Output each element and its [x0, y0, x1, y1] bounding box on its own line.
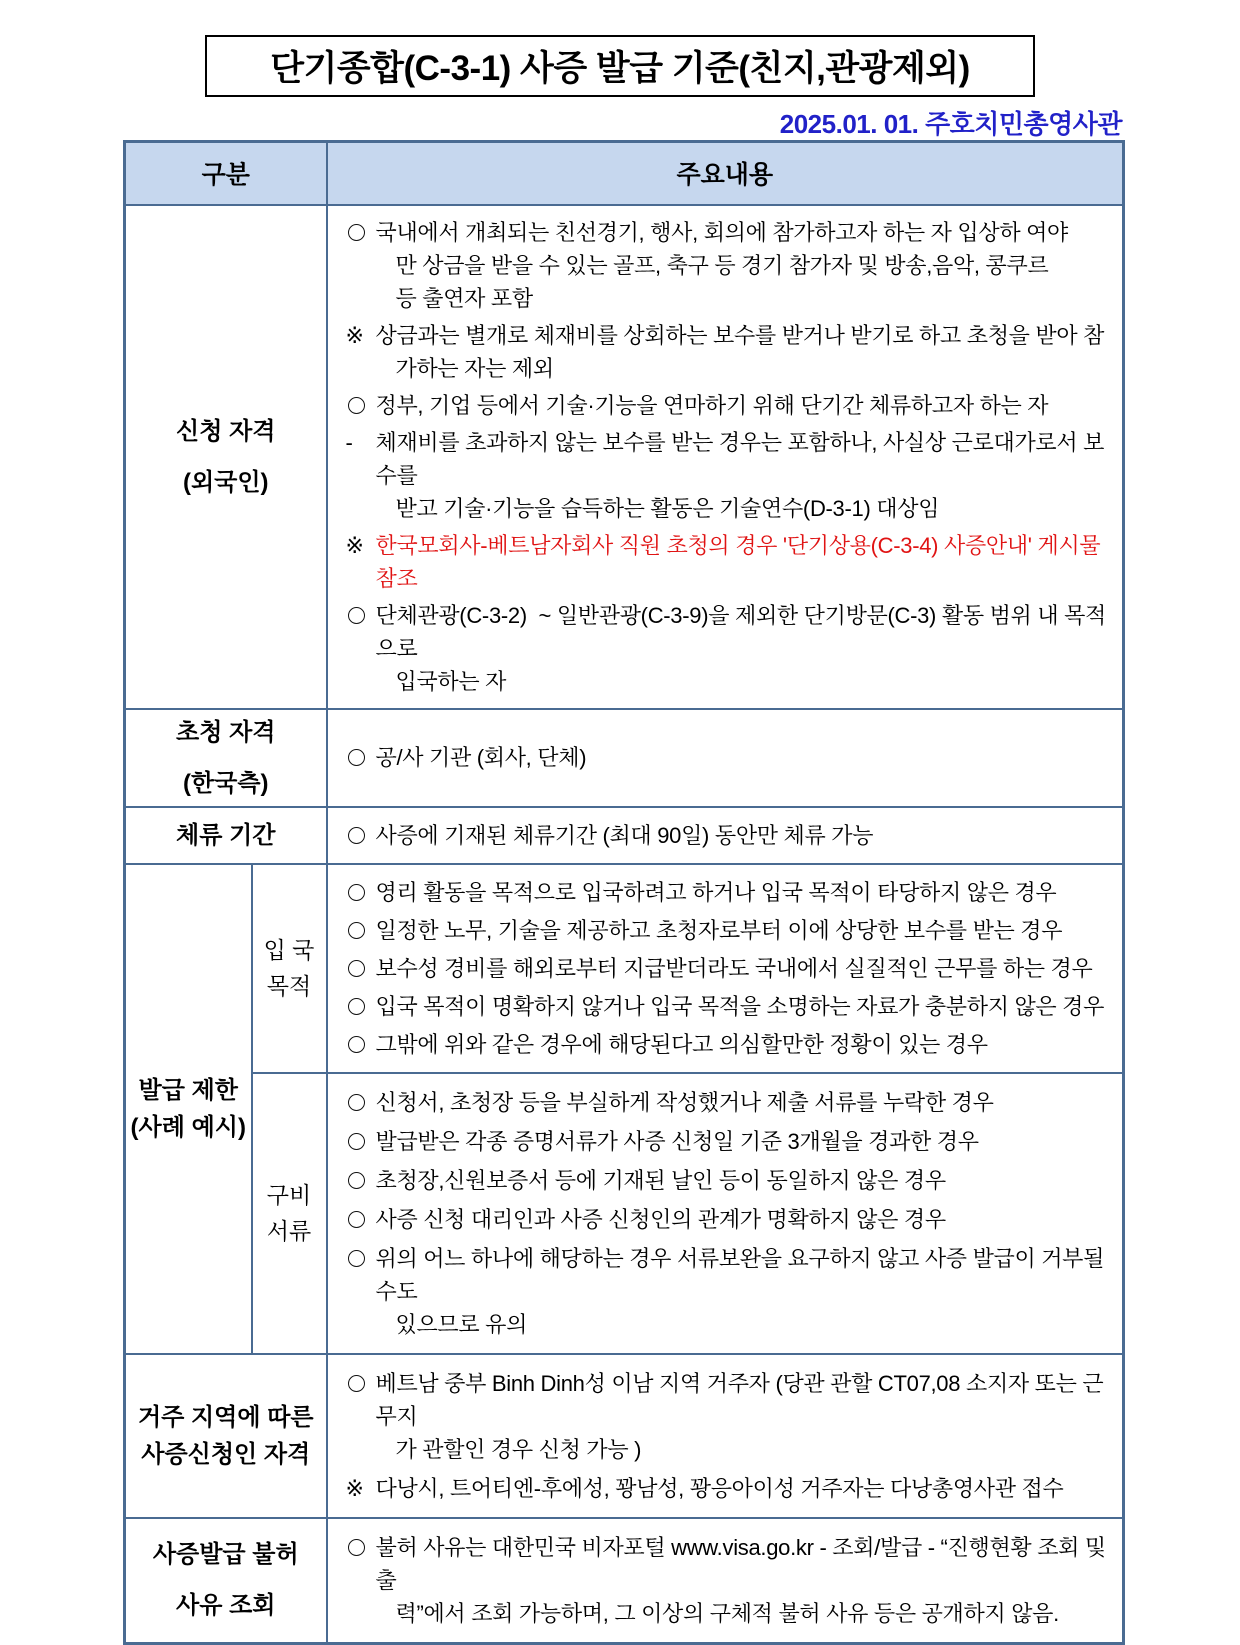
row-content: [327, 709, 1124, 807]
content-line: 있으므로 유의: [395, 1311, 528, 1337]
document-title: 단기종합(C-3-1) 사증 발급 기준(친지,관광제외): [270, 49, 970, 88]
reference-mark-icon: ※: [345, 322, 364, 348]
label-line: 구비: [266, 1182, 312, 1208]
content-line: 사증 신청 대리인과 사증 신청인의 관계가 명확하지 않은 경우: [375, 1206, 946, 1232]
table-row: [125, 205, 1124, 709]
content-item: [346, 599, 1111, 698]
content-items: [346, 819, 1111, 852]
content-item: [346, 952, 1111, 985]
label-line: (사례 예시): [130, 1113, 246, 1141]
content-items: [346, 1086, 1111, 1341]
circle-bullet-icon: [348, 998, 365, 1015]
header-content-cell: 주요내용: [327, 142, 1124, 205]
row-label: [125, 864, 252, 1354]
content-line: 체재비를 초과하지 않는 보수를 받는 경우는 포함하나, 사실상 근로대가로서 보 수를: [375, 429, 1110, 488]
circle-bullet-icon: [348, 749, 365, 766]
content-line: 정부, 기업 등에서 기술·기능을 연마하기 위해 단기간 체류하고자 하는 자: [375, 392, 1049, 418]
circle-bullet-icon: [348, 224, 365, 241]
label-line: 목적: [266, 973, 312, 999]
label-line: 발급 제한: [138, 1076, 238, 1104]
content-line: 만 상금을 받을 수 있는 골프, 축구 등 경기 참가자 및 방송,음악, 콩쿠르: [395, 252, 1049, 278]
document-title-box: [205, 35, 1035, 97]
content-items: [346, 1367, 1111, 1505]
table-row: [125, 1354, 1124, 1518]
content-item: [346, 741, 1111, 774]
circle-bullet-icon: [348, 1036, 365, 1053]
circle-bullet-icon: [348, 1539, 365, 1556]
row-content: [327, 1073, 1124, 1354]
content-item: [346, 529, 1111, 595]
content-line: 불허 사유는 대한민국 비자포털 www.visa.go.kr - 조회/발급 - “진행현황 조회 및 출: [375, 1534, 1112, 1593]
reference-mark-icon: ※: [345, 1475, 364, 1501]
row-label: [125, 807, 327, 864]
label-line: 신청 자격: [176, 417, 276, 445]
reference-mark-icon: ※: [345, 532, 364, 558]
content-line: 보수성 경비를 해외로부터 지급받더라도 국내에서 실질적인 근무를 하는 경우: [375, 955, 1093, 981]
row-sublabel: [252, 1073, 327, 1354]
content-item: [346, 1086, 1111, 1119]
content-items: [346, 216, 1111, 698]
content-item: [346, 1367, 1111, 1466]
label-line: (외국인): [182, 468, 269, 496]
circle-bullet-icon: [348, 922, 365, 939]
content-item: [346, 914, 1111, 947]
circle-bullet-icon: [348, 960, 365, 977]
row-content: [327, 864, 1124, 1073]
content-line: 공/사 기관 (회사, 단체): [375, 745, 587, 770]
content-item: [346, 1164, 1111, 1197]
table-row: [125, 807, 1124, 864]
content-line: 등 출연자 포함: [395, 285, 533, 311]
content-line: 단체관광(C-3-2) ~ 일반관광(C-3-9)을 제외한 단기방문(C-3) 활동 범위 내 목적 으로: [375, 602, 1112, 661]
circle-bullet-icon: [348, 1133, 365, 1150]
date-issuer-line: 2025.01. 01. 주호치민총영사관: [779, 109, 1122, 139]
label-line: 사증발급 불허: [152, 1541, 299, 1568]
content-line: 입국하는 자: [395, 668, 507, 694]
content-item: [346, 426, 1111, 525]
content-line: 다낭시, 트어티엔-후에성, 꽝남성, 꽝응아이성 거주자는 다낭총영사관 접수: [375, 1475, 1064, 1501]
content-line: 국내에서 개최되는 친선경기, 행사, 회의에 참가하고자 하는 자 입상하 여야: [375, 219, 1068, 245]
content-item: [346, 1242, 1111, 1341]
table-subrow: [125, 1073, 1124, 1354]
content-item: [346, 1203, 1111, 1236]
content-items: [346, 876, 1111, 1061]
content-items: [346, 1531, 1111, 1630]
table-row: [125, 709, 1124, 807]
label-line: 초청 자격: [176, 718, 276, 746]
dash-bullet-icon: -: [345, 429, 353, 455]
content-line: 일정한 노무, 기술을 제공하고 초청자로부터 이에 상당한 보수를 받는 경우: [375, 917, 1063, 943]
circle-bullet-icon: [348, 1375, 365, 1392]
circle-bullet-icon: [348, 1094, 365, 1111]
label-line: 체류 기간: [176, 821, 276, 849]
content-line: 한국모회사-베트남자회사 직원 초청의 경우 '단기상용(C-3-4) 사증안내' 게시물 참조: [375, 532, 1112, 591]
content-line: 력”에서 조회 가능하며, 그 이상의 구체적 불허 사유 등은 공개하지 않음.: [395, 1600, 1059, 1626]
circle-bullet-icon: [348, 607, 365, 624]
row-content: [327, 807, 1124, 864]
label-line: 입 국: [263, 937, 315, 963]
content-line: 초청장,신원보증서 등에 기재된 날인 등이 동일하지 않은 경우: [375, 1167, 946, 1193]
content-items: [346, 741, 1111, 774]
label-line: 거주 지역에 따른: [137, 1403, 314, 1431]
content-item: [346, 1125, 1111, 1158]
content-item: [346, 389, 1111, 422]
circle-bullet-icon: [348, 1172, 365, 1189]
content-item: [346, 876, 1111, 909]
row-content: [327, 1354, 1124, 1518]
content-item: [346, 1472, 1111, 1505]
content-item: [346, 319, 1111, 385]
criteria-table-body: [125, 142, 1124, 1644]
content-item: [346, 1028, 1111, 1061]
content-line: 그밖에 위와 같은 경우에 해당된다고 의심할만한 정황이 있는 경우: [375, 1031, 988, 1057]
row-label: [125, 1518, 327, 1644]
circle-bullet-icon: [348, 397, 365, 414]
row-label: [125, 709, 327, 807]
content-item: [346, 819, 1111, 852]
row-content: [327, 205, 1124, 709]
row-label: [125, 205, 327, 709]
label-line: 서류: [266, 1218, 312, 1244]
row-label: [125, 1354, 327, 1518]
circle-bullet-icon: [348, 827, 365, 844]
content-line: 가하는 자는 제외: [395, 355, 554, 381]
table-row: [125, 1518, 1124, 1644]
table-header-row: [125, 142, 1124, 205]
content-item: [346, 216, 1111, 315]
content-line: 상금과는 별개로 체재비를 상회하는 보수를 받거나 받기로 하고 초청을 받아 참: [375, 322, 1105, 348]
content-line: 신청서, 초청장 등을 부실하게 작성했거나 제출 서류를 누락한 경우: [375, 1089, 994, 1115]
header-category-cell: 구분: [125, 142, 327, 205]
content-line: 발급받은 각종 증명서류가 사증 신청일 기준 3개월을 경과한 경우: [375, 1128, 979, 1154]
content-line: 베트남 중부 Binh Dinh성 이남 지역 거주자 (당관 관할 CT07,08 소지자 또는 근 무지: [375, 1370, 1110, 1429]
row-content: [327, 1518, 1124, 1644]
label-line: (한국측): [182, 769, 269, 797]
label-line: 사유 조회: [176, 1592, 276, 1619]
content-line: 영리 활동을 목적으로 입국하려고 하거나 입국 목적이 타당하지 않은 경우: [375, 879, 1057, 905]
content-line: 받고 기술·기능을 습득하는 활동은 기술연수(D-3-1) 대상임: [395, 495, 940, 521]
content-item: [346, 1531, 1111, 1630]
circle-bullet-icon: [348, 1250, 365, 1267]
row-sublabel: [252, 864, 327, 1073]
content-line: 입국 목적이 명확하지 않거나 입국 목적을 소명하는 자료가 충분하지 않은 경우: [375, 993, 1105, 1019]
label-line: 사증신청인 자격: [141, 1440, 311, 1468]
criteria-table: [123, 140, 1125, 1645]
circle-bullet-icon: [348, 884, 365, 901]
content-line: 가 관할인 경우 신청 가능 ): [395, 1436, 642, 1462]
content-item: [346, 990, 1111, 1023]
content-line: 위의 어느 하나에 해당하는 경우 서류보완을 요구하지 않고 사증 발급이 거부될 수도: [375, 1245, 1110, 1304]
table-subrow: [125, 864, 1124, 1073]
content-line: 사증에 기재된 체류기간 (최대 90일) 동안만 체류 가능: [375, 822, 874, 848]
circle-bullet-icon: [348, 1211, 365, 1228]
